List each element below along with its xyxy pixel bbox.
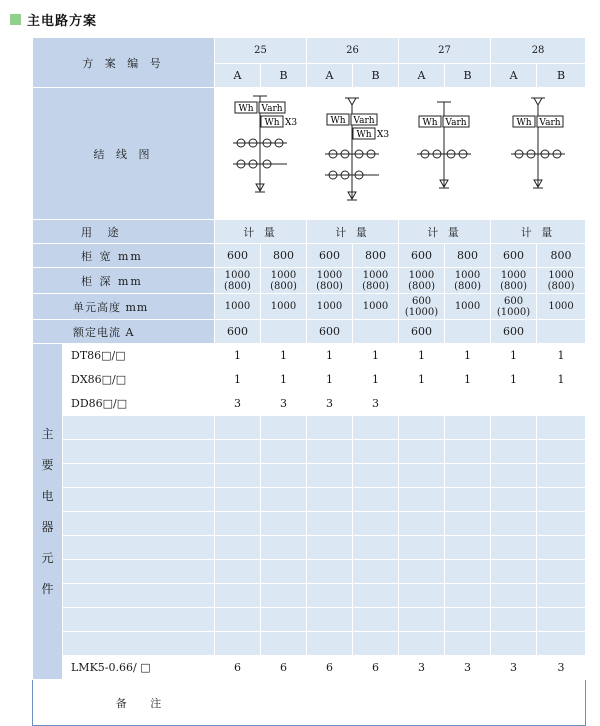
depth-value: 1000 (800) (445, 268, 491, 294)
component-qty: 3 (215, 392, 261, 416)
empty-cell (63, 416, 215, 440)
unit-height-value: 1000 (353, 294, 399, 320)
varh-label: Varh (445, 118, 467, 128)
component-qty (399, 392, 445, 416)
depth-value: 1000 (800) (399, 268, 445, 294)
rated-current-label: 额定电流 A (33, 320, 215, 344)
component-qty: 6 (353, 656, 399, 680)
empty-cell (445, 464, 491, 488)
component-qty: 1 (491, 344, 537, 368)
empty-cell (399, 560, 445, 584)
wiring-diagram-label: 结 线 图 (33, 88, 215, 220)
empty-cell (399, 632, 445, 656)
scheme-number: 25 (215, 38, 307, 64)
diagram-27-icon (399, 88, 491, 216)
empty-cell (307, 416, 353, 440)
varh-label: Varh (261, 104, 283, 114)
vertical-char: 件 (41, 581, 54, 596)
section-marker-icon (10, 14, 21, 25)
empty-cell (63, 512, 215, 536)
wiring-diagram-26 (307, 88, 399, 220)
empty-cell (537, 464, 586, 488)
scheme-number: 26 (307, 38, 399, 64)
rated-current-value (445, 320, 491, 344)
wiring-diagram-25 (215, 88, 307, 220)
empty-cell (353, 512, 399, 536)
empty-cell (353, 488, 399, 512)
depth-label: 柜 深 mm (33, 268, 215, 294)
width-value: 800 (537, 244, 586, 268)
unit-height-value: 1000 (307, 294, 353, 320)
component-qty (537, 392, 586, 416)
empty-cell (399, 608, 445, 632)
component-qty (491, 392, 537, 416)
empty-cell (491, 488, 537, 512)
unit-height-value: 1000 (261, 294, 307, 320)
variant-a: A (491, 64, 537, 88)
component-qty: 1 (307, 368, 353, 392)
depth-value: 1000 (800) (353, 268, 399, 294)
empty-cell (215, 536, 261, 560)
empty-cell (307, 488, 353, 512)
unit-height-value: 1000 (445, 294, 491, 320)
depth-value: 1000 (800) (537, 268, 586, 294)
component-qty: 3 (353, 392, 399, 416)
use-value: 计 量 (491, 220, 586, 244)
variant-b: B (445, 64, 491, 88)
empty-cell (491, 560, 537, 584)
empty-cell (491, 440, 537, 464)
empty-cell (537, 512, 586, 536)
variant-a: A (215, 64, 261, 88)
component-qty: 1 (307, 344, 353, 368)
variant-b: B (261, 64, 307, 88)
empty-cell (353, 464, 399, 488)
wh-label: Wh (516, 118, 532, 128)
use-value: 计 量 (399, 220, 491, 244)
section-title: 主电路方案 (27, 13, 98, 29)
scheme-number: 27 (399, 38, 491, 64)
wh-label: Wh (356, 130, 372, 140)
variant-b: B (537, 64, 586, 88)
empty-cell (261, 464, 307, 488)
width-label: 柜 宽 mm (33, 244, 215, 268)
empty-cell (307, 464, 353, 488)
width-value: 800 (353, 244, 399, 268)
diagram-26-icon (307, 88, 399, 216)
diagram-28-icon (491, 88, 586, 216)
empty-cell (307, 608, 353, 632)
scheme-no-label: 方 案 编 号 (33, 38, 215, 88)
empty-cell (215, 440, 261, 464)
empty-cell (353, 560, 399, 584)
vertical-char: 电 (41, 488, 54, 503)
empty-cell (537, 488, 586, 512)
rated-current-value (537, 320, 586, 344)
empty-cell (399, 512, 445, 536)
component-qty: 1 (491, 368, 537, 392)
wh-label: Wh (264, 118, 280, 128)
vertical-char: 主 (41, 426, 54, 441)
empty-cell (491, 464, 537, 488)
main-components-label (33, 344, 63, 680)
component-qty: 1 (537, 344, 586, 368)
component-qty: 3 (399, 656, 445, 680)
component-name: DX86□/□ (63, 368, 215, 392)
empty-cell (537, 632, 586, 656)
empty-cell (399, 488, 445, 512)
empty-cell (215, 608, 261, 632)
empty-cell (491, 512, 537, 536)
empty-cell (491, 608, 537, 632)
component-qty: 1 (445, 344, 491, 368)
component-name: DD86□/□ (63, 392, 215, 416)
width-value: 800 (261, 244, 307, 268)
unit-height-value: 1000 (215, 294, 261, 320)
empty-cell (261, 608, 307, 632)
empty-cell (399, 536, 445, 560)
empty-cell (537, 416, 586, 440)
main-circuit-table (32, 37, 586, 726)
empty-cell (261, 488, 307, 512)
empty-cell (353, 536, 399, 560)
empty-cell (307, 512, 353, 536)
component-qty: 6 (261, 656, 307, 680)
use-label: 用 途 (33, 220, 215, 244)
component-qty: 1 (261, 368, 307, 392)
empty-cell (215, 464, 261, 488)
empty-cell (261, 416, 307, 440)
wh-label: Wh (238, 104, 254, 114)
empty-cell (215, 560, 261, 584)
empty-cell (261, 560, 307, 584)
remark-label: 备 注 (33, 680, 215, 726)
width-value: 600 (491, 244, 537, 268)
empty-cell (445, 536, 491, 560)
component-qty: 1 (353, 344, 399, 368)
varh-label: Varh (539, 118, 561, 128)
varh-label: Varh (353, 116, 375, 126)
x3-label: X3 (285, 118, 298, 128)
empty-cell (445, 440, 491, 464)
diagram-25-icon (215, 88, 307, 216)
use-value: 计 量 (215, 220, 307, 244)
unit-height-value: 600 (1000) (491, 294, 537, 320)
empty-cell (445, 560, 491, 584)
variant-a: A (399, 64, 445, 88)
empty-cell (353, 416, 399, 440)
empty-cell (353, 632, 399, 656)
empty-cell (63, 608, 215, 632)
empty-cell (215, 416, 261, 440)
empty-cell (491, 416, 537, 440)
rated-current-value: 600 (491, 320, 537, 344)
empty-cell (261, 632, 307, 656)
empty-cell (491, 584, 537, 608)
component-qty: 1 (353, 368, 399, 392)
empty-cell (63, 464, 215, 488)
x3-label: X3 (377, 130, 390, 140)
empty-cell (399, 416, 445, 440)
component-qty: 3 (307, 392, 353, 416)
empty-cell (63, 584, 215, 608)
component-qty: 1 (215, 344, 261, 368)
empty-cell (353, 608, 399, 632)
empty-cell (63, 488, 215, 512)
empty-cell (63, 632, 215, 656)
use-value: 计 量 (307, 220, 399, 244)
empty-cell (63, 440, 215, 464)
section-header (10, 9, 97, 29)
empty-cell (63, 560, 215, 584)
empty-cell (537, 440, 586, 464)
vertical-char: 要 (41, 457, 54, 472)
rated-current-value: 600 (399, 320, 445, 344)
width-value: 600 (307, 244, 353, 268)
scheme-number: 28 (491, 38, 586, 64)
empty-cell (537, 560, 586, 584)
empty-cell (491, 632, 537, 656)
empty-cell (445, 608, 491, 632)
empty-cell (445, 584, 491, 608)
component-qty: 1 (399, 344, 445, 368)
component-qty: 3 (491, 656, 537, 680)
empty-cell (445, 488, 491, 512)
width-value: 800 (445, 244, 491, 268)
unit-height-value: 600 (1000) (399, 294, 445, 320)
component-qty: 6 (307, 656, 353, 680)
empty-cell (261, 536, 307, 560)
wiring-diagram-28 (491, 88, 586, 220)
empty-cell (307, 440, 353, 464)
unit-height-label: 单元高度 mm (33, 294, 215, 320)
empty-cell (399, 464, 445, 488)
empty-cell (215, 584, 261, 608)
remark-value (215, 680, 586, 726)
component-qty: 1 (261, 344, 307, 368)
component-qty: 1 (399, 368, 445, 392)
empty-cell (537, 608, 586, 632)
width-value: 600 (215, 244, 261, 268)
component-qty: 6 (215, 656, 261, 680)
vertical-char: 元 (41, 550, 54, 565)
empty-cell (307, 536, 353, 560)
empty-cell (445, 416, 491, 440)
rated-current-value: 600 (215, 320, 261, 344)
wiring-diagram-27 (399, 88, 491, 220)
rated-current-value (261, 320, 307, 344)
empty-cell (261, 440, 307, 464)
component-qty: 3 (537, 656, 586, 680)
component-qty: 3 (261, 392, 307, 416)
depth-value: 1000 (800) (261, 268, 307, 294)
empty-cell (399, 584, 445, 608)
depth-value: 1000 (800) (307, 268, 353, 294)
component-qty (445, 392, 491, 416)
component-qty: 1 (537, 368, 586, 392)
component-name: DT86□/□ (63, 344, 215, 368)
empty-cell (445, 632, 491, 656)
empty-cell (307, 560, 353, 584)
component-qty: 1 (215, 368, 261, 392)
empty-cell (491, 536, 537, 560)
empty-cell (261, 584, 307, 608)
depth-value: 1000 (800) (215, 268, 261, 294)
empty-cell (445, 512, 491, 536)
empty-cell (353, 440, 399, 464)
variant-a: A (307, 64, 353, 88)
depth-value: 1000 (800) (491, 268, 537, 294)
empty-cell (215, 488, 261, 512)
empty-cell (261, 512, 307, 536)
empty-cell (537, 536, 586, 560)
empty-cell (307, 632, 353, 656)
vertical-char: 器 (41, 519, 54, 534)
variant-b: B (353, 64, 399, 88)
rated-current-value (353, 320, 399, 344)
component-qty: 3 (445, 656, 491, 680)
width-value: 600 (399, 244, 445, 268)
empty-cell (63, 536, 215, 560)
component-name: LMK5-0.66/ □ (63, 656, 215, 680)
wh-label: Wh (422, 118, 438, 128)
wh-label: Wh (330, 116, 346, 126)
empty-cell (215, 632, 261, 656)
empty-cell (215, 512, 261, 536)
empty-cell (399, 440, 445, 464)
rated-current-value: 600 (307, 320, 353, 344)
empty-cell (307, 584, 353, 608)
empty-cell (537, 584, 586, 608)
empty-cell (353, 584, 399, 608)
unit-height-value: 1000 (537, 294, 586, 320)
component-qty: 1 (445, 368, 491, 392)
